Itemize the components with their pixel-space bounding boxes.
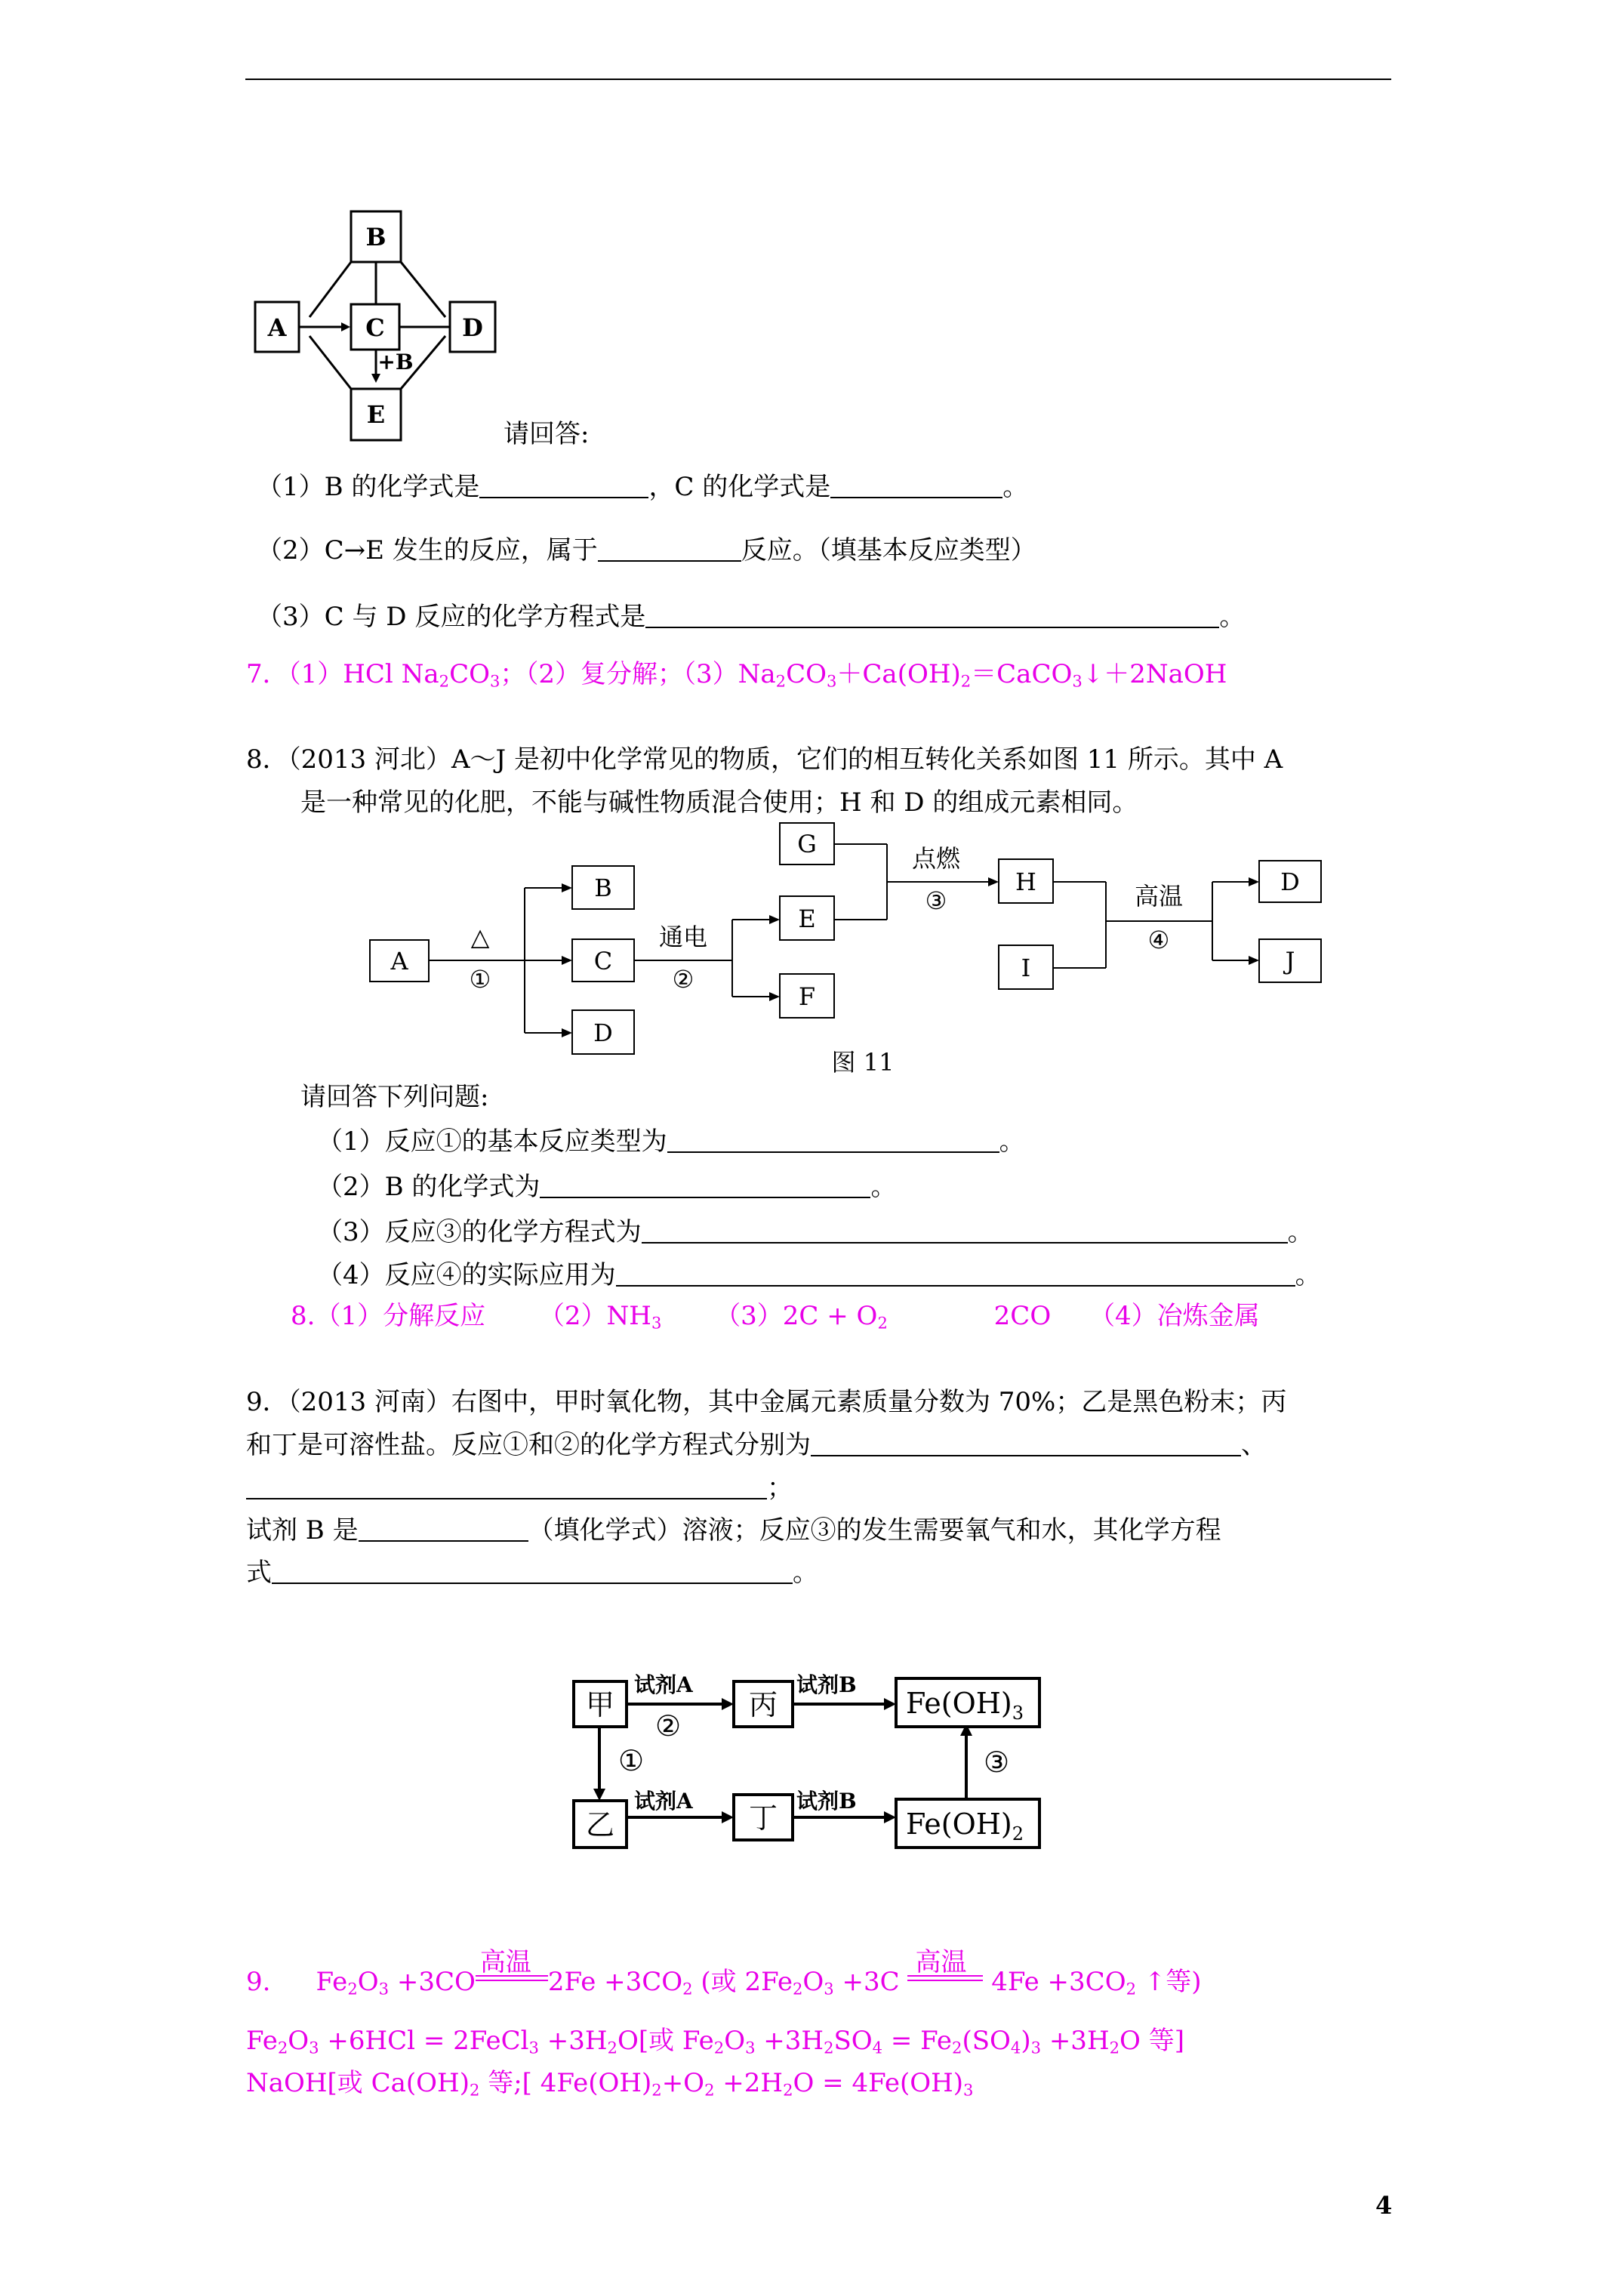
node-A-label: A <box>390 947 408 975</box>
diagram-q9 <box>566 1642 1057 1869</box>
node-bing-label: 丙 <box>748 1688 778 1721</box>
node-G-label: G <box>797 830 817 858</box>
reagent-a-top: 试剂A <box>634 1672 693 1697</box>
step-2-label: ② <box>654 1709 682 1743</box>
node-D2-label: D <box>1280 868 1300 896</box>
diagram-abcde <box>248 208 504 449</box>
q9-line4: 试剂 B 是 （填化学式）溶液；反应③的发生需要氧气和水，其化学方程 <box>246 1515 1221 1546</box>
q9-line3: ； <box>246 1475 793 1501</box>
header-rule <box>245 79 1391 80</box>
cond-ignite: 点燃 <box>911 844 961 873</box>
q8-line1: 8．（2013 河北）A～J 是初中化学常见的物质，它们的相互转化关系如图 11 所示。其中 A <box>246 744 1283 775</box>
node-I-label: I <box>1021 954 1031 982</box>
q6-prompt: 请回答: <box>504 419 590 449</box>
q8-line-a: （1）反应①的基本反应类型为 。 <box>317 1126 1025 1157</box>
node-D-label: D <box>462 313 483 342</box>
step-3-label: ③ <box>983 1746 1010 1779</box>
q8-line-b: （2）B 的化学式为 。 <box>317 1172 897 1202</box>
q8-line-c: （3）反应③的化学方程式为 。 <box>317 1217 1313 1247</box>
node-E-label: E <box>798 905 816 933</box>
node-A-label: A <box>267 313 287 342</box>
node-D-label: D <box>593 1019 613 1047</box>
figure-caption: 图 11 <box>831 1048 895 1077</box>
cond-num-3: ③ <box>925 886 947 915</box>
cond-electrolysis: 通电 <box>658 923 708 951</box>
q6-line2: （2）C→E 发生的反应，属于 反应。（填基本反应类型） <box>257 535 1036 566</box>
cond-high-temp: 高温 <box>1134 882 1184 911</box>
node-B-label: B <box>365 223 387 251</box>
condition-high-temp-2: 高温 <box>907 1969 983 1995</box>
page-number: 4 <box>1375 2191 1393 2220</box>
edge-label-plus-B: +B <box>377 350 414 374</box>
node-feoh2-label: $Fe(OH)_2$ <box>906 1808 1024 1845</box>
node-ding-label: 丁 <box>748 1801 778 1835</box>
node-C-label: C <box>365 313 385 342</box>
q9-line2: 和丁是可溶性盐。反应①和②的化学方程式分别为 、 <box>246 1430 1267 1460</box>
cond-num-2: ② <box>672 965 694 994</box>
q8-prompt: 请回答下列问题: <box>300 1082 489 1112</box>
q8-line-d: （4）反应④的实际应用为 。 <box>317 1260 1321 1290</box>
reagent-b-bottom: 试剂B <box>796 1789 857 1814</box>
reagent-b-top: 试剂B <box>796 1672 857 1697</box>
reagent-a-bottom: 试剂A <box>634 1789 693 1814</box>
arrow-icon: → <box>343 535 366 566</box>
condition-high-temp: 高温 <box>476 1969 548 1995</box>
cond-num-1: ① <box>469 965 491 994</box>
node-E-label: E <box>366 400 386 429</box>
answer-9-line2: $Fe_2O_3 +6HCl$ = 2FeCl$_3$ $+3H_2O$[或 $Fe_2O_3 +3H_2SO_4 = Fe_2(SO_4)_3 +3H_2O$ 等] <box>246 2026 1184 2057</box>
answer-8: 8.（1）分解反应 $(2)NH_3$ $(3)2C + O_2$ 2CO （4）冶炼金属 <box>291 1301 1260 1333</box>
q6-line3: （3）C 与 D 反应的化学方程式是 。 <box>257 602 1246 632</box>
node-F-label: F <box>798 982 816 1011</box>
node-feoh3-label: $Fe(OH)_3$ <box>906 1687 1024 1724</box>
step-1-label: ① <box>617 1744 645 1777</box>
node-jia-label: 甲 <box>585 1688 615 1721</box>
q9-line5: 式 。 <box>246 1558 818 1588</box>
node-C-label: C <box>593 947 613 975</box>
node-J-label: J <box>1285 947 1295 975</box>
node-B-label: B <box>594 874 612 902</box>
diagram-fig11 <box>362 815 1344 1087</box>
q6-line1: （1）B 的化学式是 ，C 的化学式是 。 <box>257 472 1029 502</box>
q8-line2: 是一种常见的化肥，不能与碱性物质混合使用；H 和 D 的组成元素相同。 <box>300 787 1138 818</box>
q9-line1: 9．（2013 河南）右图中，甲时氧化物，其中金属元素质量分数为 70%；乙是黑色粉末；丙 <box>246 1387 1287 1417</box>
answer-7: 7．（1）HCl $Na_2CO_3$；（2）复分解；$(3)Na_2CO_3+Ca(OH)_2=CaCO_3↓+2NaOH$ <box>246 659 1227 691</box>
cond-num-4: ④ <box>1147 926 1170 954</box>
node-yi-label: 乙 <box>585 1808 615 1841</box>
node-H-label: H <box>1015 868 1036 896</box>
answer-9-line3: NaOH[或 $Ca(OH)_2$ 等;[ $4Fe(OH)_2+O_2 +2H_2O = 4Fe(OH)_3$ <box>246 2068 974 2100</box>
cond-heat: △ <box>470 923 490 951</box>
answer-9-line1: 9. $Fe_2O_3 +3CO$ 高温 $2Fe +3CO_2$ (或 $2Fe_2O_3 +3C$ 高温 $4Fe +3CO_2$ ↑等) <box>246 1947 1202 1999</box>
